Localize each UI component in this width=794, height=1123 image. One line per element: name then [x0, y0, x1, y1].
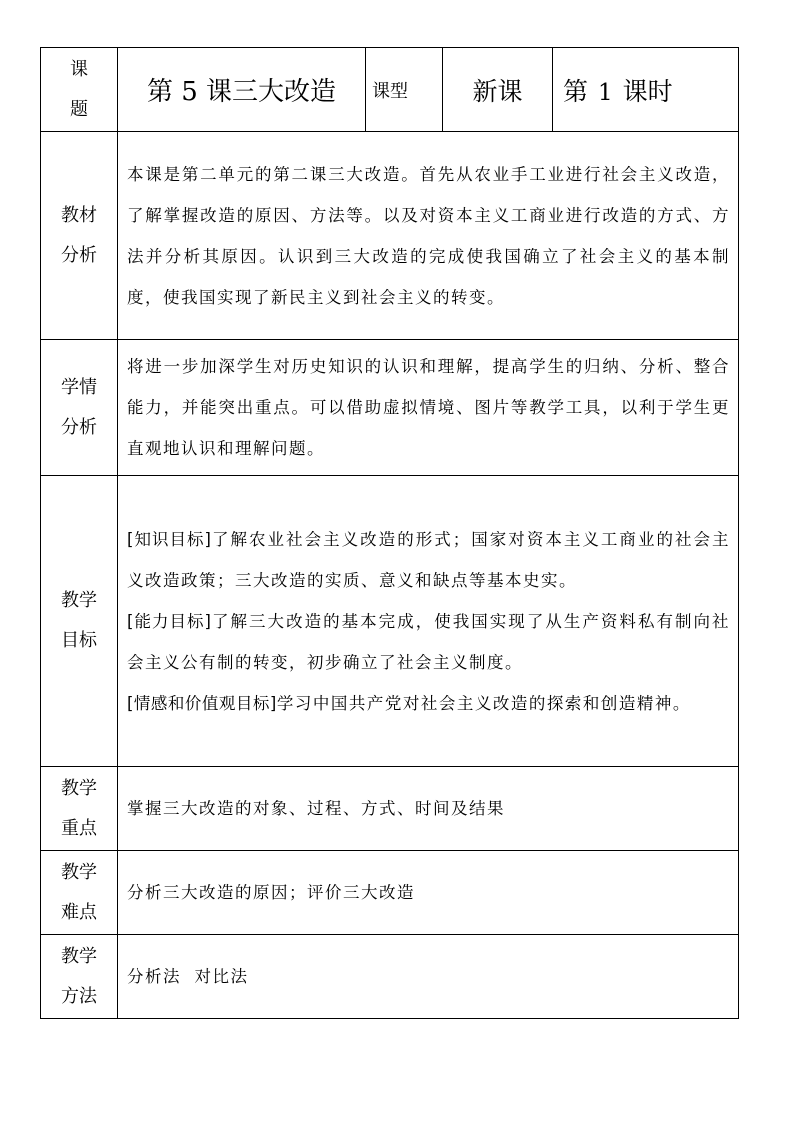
ability-objective [127, 601, 730, 683]
ability-objective-text: 了解三大改造的基本完成，使我国实现了从生产资料私有制向社会主义公有制的转变，初步确立了社会主义制度。 [127, 611, 731, 672]
knowledge-objective-text: 了解农业社会主义改造的形式；国家对资本主义工商业的社会主义改造政策；三大改造的实质、意义和缺点等基本史实。 [127, 529, 731, 590]
emotion-objective-text: 学习中国共产党对社会主义改造的探索和创造精神。 [276, 693, 691, 713]
teaching-objectives-row [41, 476, 739, 767]
teaching-methods-label-line2: 方法 [61, 985, 97, 1007]
knowledge-objective-tag: [知识目标] [127, 529, 212, 549]
knowledge-objective [127, 519, 730, 601]
textbook-analysis-label-line1: 教材 [61, 204, 97, 226]
difficult-points-label-line2: 难点 [61, 901, 97, 923]
period-prefix: 第 [563, 76, 589, 106]
teaching-objectives-text [118, 476, 739, 767]
textbook-analysis-label-line2: 分析 [61, 244, 97, 266]
key-points-label-line2: 重点 [61, 817, 97, 839]
key-points-text: 掌握三大改造的对象、过程、方式、时间及结果 [118, 767, 739, 851]
topic-label-line1: 课 [70, 58, 88, 80]
student-analysis-row [41, 340, 739, 476]
textbook-analysis-paragraph: 本课是第二单元的第二课三大改造。首先从农业手工业进行社会主义改造，了解掌握改造的原因、方法等。以及对资本主义工商业进行改造的方式、方法并分析其原因。认识到三大改造的完成使我国确立了社会主义的基本制度，使我国实现了新民主义到社会主义的转变。 [127, 164, 730, 307]
textbook-analysis-text [118, 132, 739, 340]
teaching-objectives-label [41, 476, 118, 767]
difficult-points-row [41, 851, 739, 935]
key-points-label-line1: 教学 [61, 777, 97, 799]
ability-objective-tag: [能力目标] [127, 611, 212, 631]
difficult-points-label-line1: 教学 [61, 861, 97, 883]
student-analysis-label-line1: 学情 [61, 376, 97, 398]
lesson-type-label: 课型 [366, 48, 443, 132]
teaching-methods-text [118, 935, 739, 1019]
student-analysis-text [118, 340, 739, 476]
period-suffix: 课时 [622, 76, 673, 106]
topic-label-line2: 题 [70, 98, 88, 120]
teaching-methods-label-line1: 教学 [61, 945, 97, 967]
lesson-period [553, 48, 739, 132]
emotion-objective [127, 683, 730, 724]
lesson-title: 第 5 课三大改造 [118, 48, 366, 132]
teaching-methods-row [41, 935, 739, 1019]
header-row [41, 48, 739, 132]
teaching-methods-label [41, 935, 118, 1019]
emotion-objective-tag: [情感和价值观目标] [127, 693, 277, 713]
student-analysis-paragraph: 将进一步加深学生对历史知识的认识和理解，提高学生的归纳、分析、整合能力，并能突出重点。可以借助虚拟情境、图片等教学工具，以利于学生更直观地认识和理解问题。 [127, 357, 730, 458]
teaching-objectives-label-line1: 教学 [61, 590, 97, 611]
difficult-points-text: 分析三大改造的原因；评价三大改造 [118, 851, 739, 935]
topic-label [41, 48, 118, 132]
teaching-methods-value: 分析法 对比法 [127, 967, 249, 986]
textbook-analysis-label [41, 132, 118, 340]
lesson-plan-table [40, 47, 739, 1019]
student-analysis-label [41, 340, 118, 476]
textbook-analysis-row [41, 132, 739, 340]
key-points-row [41, 767, 739, 851]
key-points-label [41, 767, 118, 851]
period-number: 1 [598, 79, 613, 106]
difficult-points-label [41, 851, 118, 935]
lesson-type-value: 新课 [443, 48, 553, 132]
teaching-objectives-label-line2: 目标 [61, 630, 97, 651]
student-analysis-label-line2: 分析 [61, 416, 97, 438]
